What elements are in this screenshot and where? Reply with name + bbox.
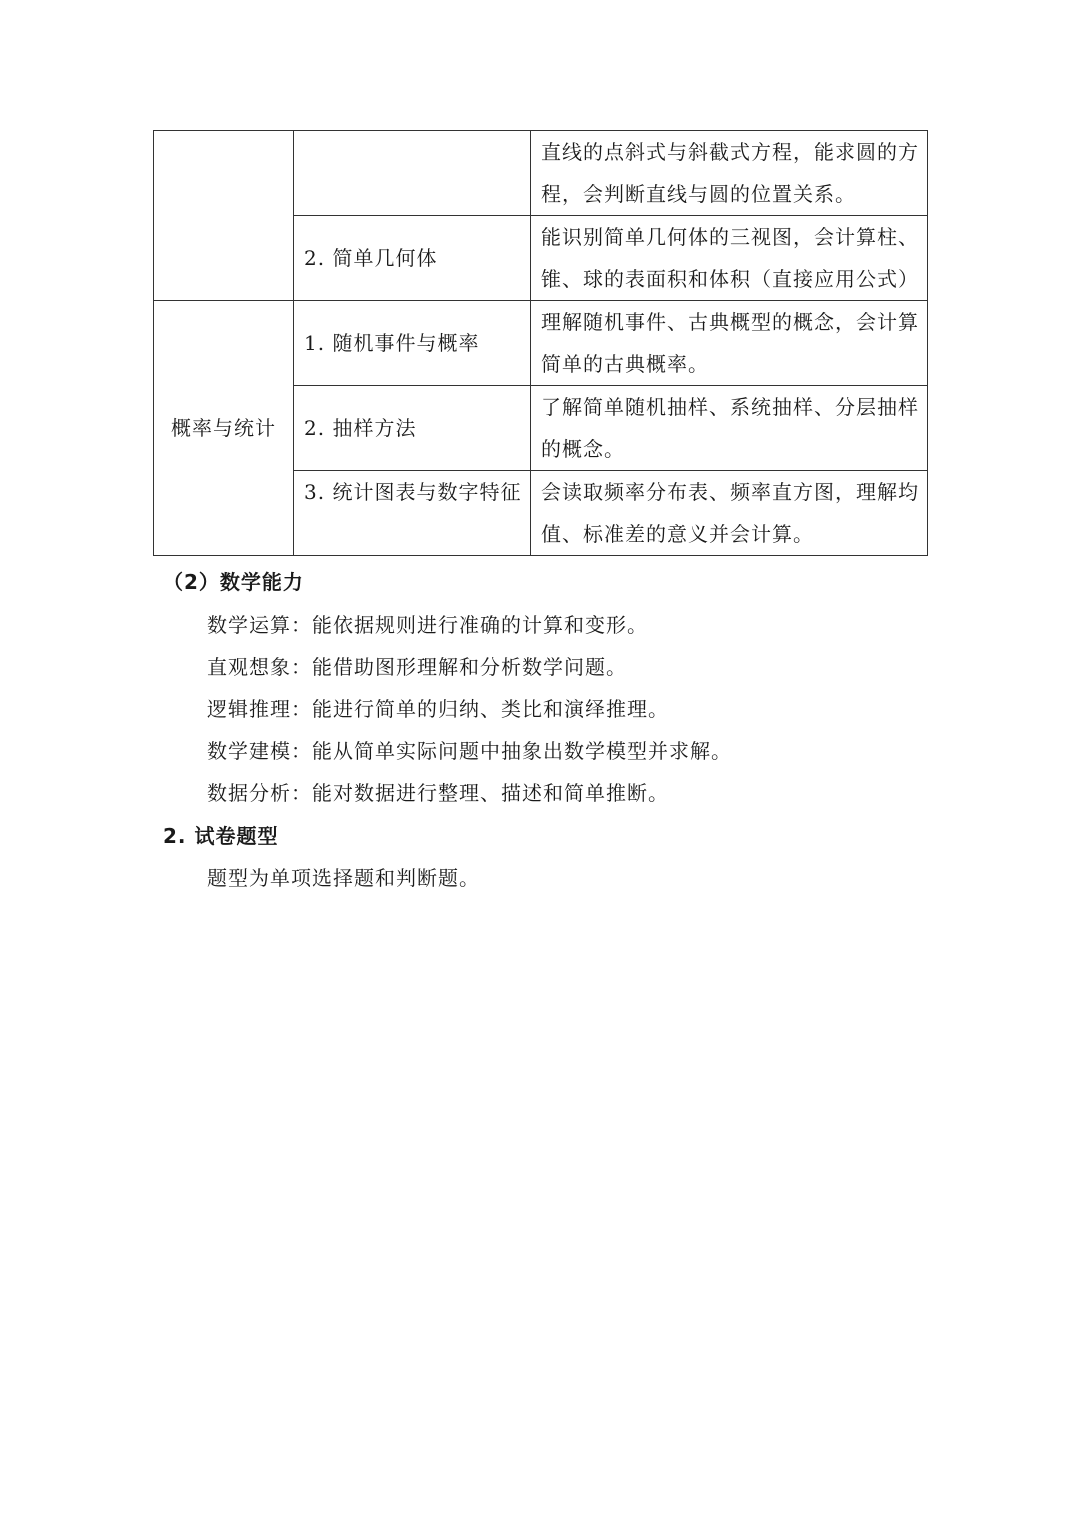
ability-item: 数据分析：能对数据进行整理、描述和简单推断。 bbox=[207, 781, 669, 805]
area-cell-empty bbox=[154, 131, 294, 301]
topic-text: 2. 简单几何体 bbox=[304, 246, 438, 270]
topic-text: 2. 抽样方法 bbox=[304, 416, 417, 440]
topic-cell bbox=[294, 386, 531, 471]
requirement-cell bbox=[531, 386, 928, 471]
requirement-text: 直线的点斜式与斜截式方程，能求圆的方程，会判断直线与圆的位置关系。 bbox=[541, 140, 919, 206]
requirement-cell bbox=[531, 216, 928, 301]
table-row bbox=[154, 131, 928, 216]
syllabus-table bbox=[153, 130, 928, 556]
requirement-text: 理解随机事件、古典概型的概念，会计算简单的古典概率。 bbox=[541, 310, 919, 376]
topic-cell bbox=[294, 471, 531, 556]
exam-text: 题型为单项选择题和判断题。 bbox=[207, 866, 480, 890]
exam-heading: 2. 试卷题型 bbox=[163, 824, 279, 848]
topic-cell bbox=[294, 301, 531, 386]
requirement-text: 了解简单随机抽样、系统抽样、分层抽样的概念。 bbox=[541, 395, 919, 461]
area-text: 概率与统计 bbox=[171, 416, 276, 440]
requirement-text: 能识别简单几何体的三视图，会计算柱、锥、球的表面积和体积（直接应用公式） bbox=[541, 225, 919, 291]
topic-cell bbox=[294, 216, 531, 301]
topic-cell-empty bbox=[294, 131, 531, 216]
ability-item: 数学运算：能依据规则进行准确的计算和变形。 bbox=[207, 613, 648, 637]
requirement-cell bbox=[531, 301, 928, 386]
topic-text: 1. 随机事件与概率 bbox=[304, 331, 480, 355]
topic-text: 3. 统计图表与数字特征 bbox=[304, 480, 522, 504]
area-cell bbox=[154, 301, 294, 556]
requirement-text: 会读取频率分布表、频率直方图，理解均值、标准差的意义并会计算。 bbox=[541, 480, 919, 546]
table-row bbox=[154, 301, 928, 386]
ability-item: 直观想象：能借助图形理解和分析数学问题。 bbox=[207, 655, 627, 679]
requirement-cell bbox=[531, 131, 928, 216]
ability-item: 数学建模：能从简单实际问题中抽象出数学模型并求解。 bbox=[207, 739, 732, 763]
requirement-cell bbox=[531, 471, 928, 556]
ability-item: 逻辑推理：能进行简单的归纳、类比和演绎推理。 bbox=[207, 697, 669, 721]
ability-heading: （2）数学能力 bbox=[163, 570, 304, 594]
